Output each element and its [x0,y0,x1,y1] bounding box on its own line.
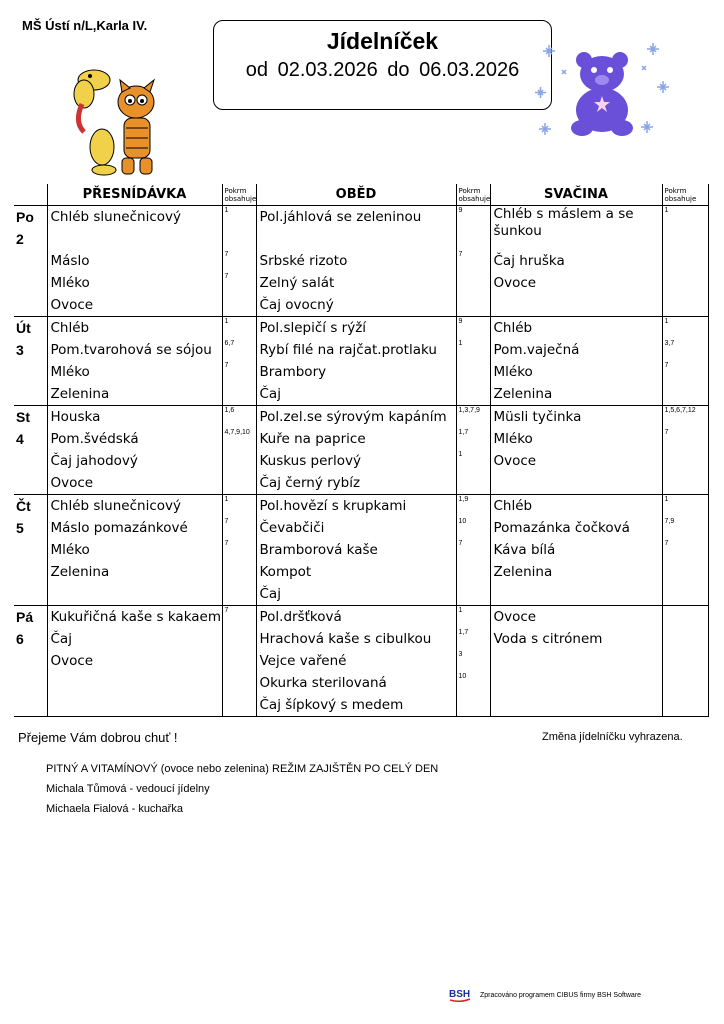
breakfast-item: Mléko [50,542,90,558]
breakfast-item: Čaj [50,631,72,647]
breakfast-item: Zelenina [50,564,110,580]
snack-allergens: 7 [664,362,669,369]
breakfast-item: Ovoce [50,297,94,313]
snack-item: Mléko [493,431,533,447]
breakfast-allergens: 7 [224,540,229,547]
breakfast-allergens [223,694,256,716]
header-snack: SVAČINA [490,184,662,206]
breakfast-item: Máslo pomazánkové [50,520,188,536]
snack-allergens-cell [662,606,708,717]
lunch-item: Brambory [259,364,327,380]
school-name: MŠ Ústí n/L,Karla IV. [22,18,148,33]
cook-name: Michaela Fialová - kuchařka [46,803,183,815]
lunch-item: Pol.hovězí s krupkami [259,498,407,514]
snack-allergens: 1 [664,496,669,503]
lunch-allergens [457,561,490,583]
breakfast-item: Chléb slunečnicový [50,498,181,514]
lunch-allergens: 7 [458,251,463,258]
breakfast-allergens-cell [222,406,256,495]
snack-allergens [663,250,708,272]
breakfast-item [48,583,222,605]
breakfast-allergens-cell [222,606,256,717]
snack-item: Zelenina [493,386,553,402]
lunch-item: Bramborová kaše [259,542,378,558]
snack-allergens: 7 [664,429,669,436]
breakfast-allergens: 1 [224,207,229,214]
day-number: 6 [16,631,24,647]
lunch-item: Hrachová kaše s cibulkou [259,631,432,647]
snack-item: Voda s citrónem [493,631,603,647]
snack-allergens: 1,5,6,7,12 [664,407,696,414]
allergen-label-1: Pokrm [224,186,247,195]
snack-item [491,472,662,494]
software-footer [448,986,641,1004]
breakfast-item: Chléb slunečnicový [50,209,181,225]
snack-item: Pomazánka čočková [493,520,630,536]
breakfast-allergens [223,450,256,472]
snack-item: Pom.vaječná [493,342,580,358]
title-box [213,20,552,110]
allergen-label-2: obsahuje [664,194,697,203]
snack-allergens-cell [662,206,708,317]
day-row [14,606,708,717]
lunch-item: Čevabčiči [259,520,325,536]
lunch-item: Pol.zel.se sýrovým kapáním [259,409,447,425]
breakfast-item: Ovoce [50,475,94,491]
lunch-allergens: 1,7 [458,629,469,636]
bsh-logo-icon [448,986,472,1004]
breakfast-item-cell [47,206,222,317]
breakfast-allergens-cell [222,495,256,606]
breakfast-allergens: 7 [224,362,229,369]
breakfast-item-cell [47,317,222,406]
lunch-item: Rybí filé na rajčat.protlaku [259,342,437,358]
snack-allergens [663,650,708,672]
header-lunch: OBĚD [256,184,456,206]
day-cell [14,495,47,606]
day-cell [14,406,47,495]
snack-item: Ovoce [493,275,537,291]
snack-allergens-cell [662,495,708,606]
header-breakfast: PŘESNÍDÁVKA [47,184,222,206]
date-to-prefix: do [387,59,410,81]
lunch-allergens [457,294,490,316]
snack-item [491,294,662,316]
lunch-allergens: 1,3,7,9 [458,407,480,414]
lunch-allergens [457,383,490,405]
table-header-row [14,184,708,206]
lunch-item: Kuře na paprice [259,431,366,447]
breakfast-allergens [223,583,256,605]
header-allergen-breakfast [222,184,256,206]
date-range [214,59,551,82]
breakfast-allergens [223,383,256,405]
breakfast-allergens: 6,7 [224,340,235,347]
lunch-allergens: 10 [458,673,467,680]
day-name: Čt [16,498,31,514]
menu-table [14,184,709,717]
snack-allergens [663,672,708,694]
change-note: Změna jídelníčku vyhrazena. [542,731,683,743]
day-cell [14,606,47,717]
lunch-item: Pol.jáhlová se zeleninou [259,209,422,225]
header-allergen-snack [662,184,708,206]
breakfast-item: Mléko [50,275,90,291]
breakfast-allergens: 7 [224,607,229,614]
day-number: 3 [16,342,24,358]
snack-allergens: 3,7 [664,340,675,347]
lunch-allergens [457,472,490,494]
lunch-allergens: 3 [458,651,463,658]
snack-allergens: 7,9 [664,518,675,525]
breakfast-item: Houska [50,409,101,425]
date-from: 02.03.2026 [277,59,378,81]
lunch-allergens: 9 [458,207,463,214]
breakfast-allergens [223,561,256,583]
breakfast-item: Čaj jahodový [50,453,138,469]
snack-item [491,672,662,694]
teddy-bear-icon [532,40,674,140]
day-number: 2 [16,231,24,247]
snack-allergens [663,628,708,650]
lunch-allergens-cell [456,206,490,317]
breakfast-allergens-cell [222,206,256,317]
day-name: Út [16,320,31,336]
breakfast-allergens: 1,6 [224,407,235,414]
lunch-item: Zelný salát [259,275,335,291]
lunch-allergens-cell [456,406,490,495]
manager-name: Michala Tůmová - vedoucí jídelny [46,783,210,795]
breakfast-allergens [223,650,256,672]
day-cell [14,206,47,317]
breakfast-item [48,672,222,694]
allergen-label-1: Pokrm [458,186,481,195]
lunch-allergens [457,583,490,605]
date-to: 06.03.2026 [419,59,520,81]
breakfast-item-cell [47,495,222,606]
lunch-allergens: 9 [458,318,463,325]
lunch-allergens [457,694,490,716]
breakfast-allergens: 7 [224,251,229,258]
lunch-allergens [457,272,490,294]
snack-item: Chléb s máslem a se šunkou [493,206,634,239]
snack-item [491,583,662,605]
lunch-item: Čaj šípkový s medem [259,697,404,713]
page-title: Jídelníček [326,28,439,54]
lunch-item: Srbské rizoto [259,253,348,269]
bsh-logo-text: BSH [449,989,471,1000]
snack-item [491,650,662,672]
snack-item: Müsli tyčinka [493,409,582,425]
date-from-prefix: od [245,59,269,81]
lunch-item: Pol.dršťková [259,609,342,625]
day-name: Po [16,209,34,225]
snack-allergens [663,694,708,716]
breakfast-item [48,694,222,716]
header-day [14,184,47,206]
breakfast-item: Kukuřičná kaše s kakaem [50,609,222,625]
day-number: 4 [16,431,24,447]
snack-item-cell [490,406,662,495]
snack-item: Káva bílá [493,542,556,558]
allergen-label-2: obsahuje [224,194,257,203]
snack-item [491,694,662,716]
breakfast-allergens: 4,7,9,10 [224,429,250,436]
lunch-item-cell [256,317,456,406]
snack-item: Mléko [493,364,533,380]
snack-allergens [663,583,708,605]
day-row [14,406,708,495]
lunch-item: Pol.slepičí s rýží [259,320,367,336]
breakfast-allergens [223,472,256,494]
lunch-item: Čaj [259,386,281,402]
lunch-allergens-cell [456,317,490,406]
info-block [46,759,438,819]
breakfast-allergens-cell [222,317,256,406]
header-allergen-lunch [456,184,490,206]
lunch-item-cell [256,406,456,495]
day-row [14,495,708,606]
breakfast-allergens: 1 [224,496,229,503]
day-name: St [16,409,30,425]
snack-item: Ovoce [493,609,537,625]
snack-item-cell [490,606,662,717]
breakfast-item: Chléb [50,320,90,336]
breakfast-allergens: 7 [224,273,229,280]
breakfast-item-cell [47,406,222,495]
snack-item: Chléb [493,320,533,336]
lunch-allergens: 1 [458,607,463,614]
lunch-item: Vejce vařené [259,653,347,669]
breakfast-item: Zelenina [50,386,110,402]
lunch-allergens [457,361,490,383]
breakfast-item: Ovoce [50,653,94,669]
drinking-regime-note: PITNÝ A VITAMÍNOVÝ (ovoce nebo zelenina) REŽIM ZAJIŠTĚN PO CELÝ DEN [46,763,439,775]
snack-item: Zelenina [493,564,553,580]
day-cell [14,317,47,406]
lunch-item: Kuskus perlový [259,453,361,469]
breakfast-allergens: 7 [224,518,229,525]
snack-item-cell [490,495,662,606]
lunch-item-cell [256,495,456,606]
snack-allergens [663,383,708,405]
lunch-allergens: 7 [458,540,463,547]
cartoon-illustration-icon [64,62,164,182]
lunch-item-cell [256,606,456,717]
day-row [14,317,708,406]
breakfast-item-cell [47,606,222,717]
lunch-allergens-cell [456,606,490,717]
snack-item: Ovoce [493,453,537,469]
lunch-item: Okurka sterilovaná [259,675,387,691]
snack-item: Čaj hruška [493,253,565,269]
day-row [14,206,708,317]
snack-allergens [663,450,708,472]
day-name: Pá [16,609,34,625]
snack-allergens: 7 [664,540,669,547]
lunch-item: Čaj černý rybíz [259,475,361,491]
breakfast-allergens [223,628,256,650]
lunch-item-cell [256,206,456,317]
lunch-allergens: 1,9 [458,496,469,503]
breakfast-allergens [223,672,256,694]
snack-item-cell [490,206,662,317]
lunch-allergens: 1,7 [458,429,469,436]
breakfast-item: Mléko [50,364,90,380]
allergen-label-2: obsahuje [458,194,491,203]
breakfast-allergens [223,294,256,316]
snack-allergens-cell [662,406,708,495]
lunch-item: Kompot [259,564,312,580]
snack-allergens [663,472,708,494]
wish-text: Přejeme Vám dobrou chuť ! [18,730,178,745]
snack-allergens-cell [662,317,708,406]
lunch-allergens-cell [456,495,490,606]
lunch-item: Čaj [259,586,281,602]
lunch-allergens: 10 [458,518,467,525]
snack-allergens [663,294,708,316]
lunch-allergens: 1 [458,451,463,458]
snack-allergens [663,272,708,294]
lunch-allergens: 1 [458,340,463,347]
snack-allergens: 1 [664,318,669,325]
snack-allergens: 1 [664,207,669,214]
breakfast-item: Pom.tvarohová se sójou [50,342,212,358]
allergen-label-1: Pokrm [664,186,687,195]
breakfast-item: Máslo [50,253,90,269]
day-number: 5 [16,520,24,536]
snack-allergens [663,606,708,628]
software-credit: Zpracováno programem CIBUS firmy BSH Software [480,991,642,999]
breakfast-item: Pom.švédská [50,431,139,447]
lunch-item: Čaj ovocný [259,297,334,313]
snack-item: Chléb [493,498,533,514]
breakfast-allergens: 1 [224,318,229,325]
snack-item-cell [490,317,662,406]
snack-allergens [663,561,708,583]
